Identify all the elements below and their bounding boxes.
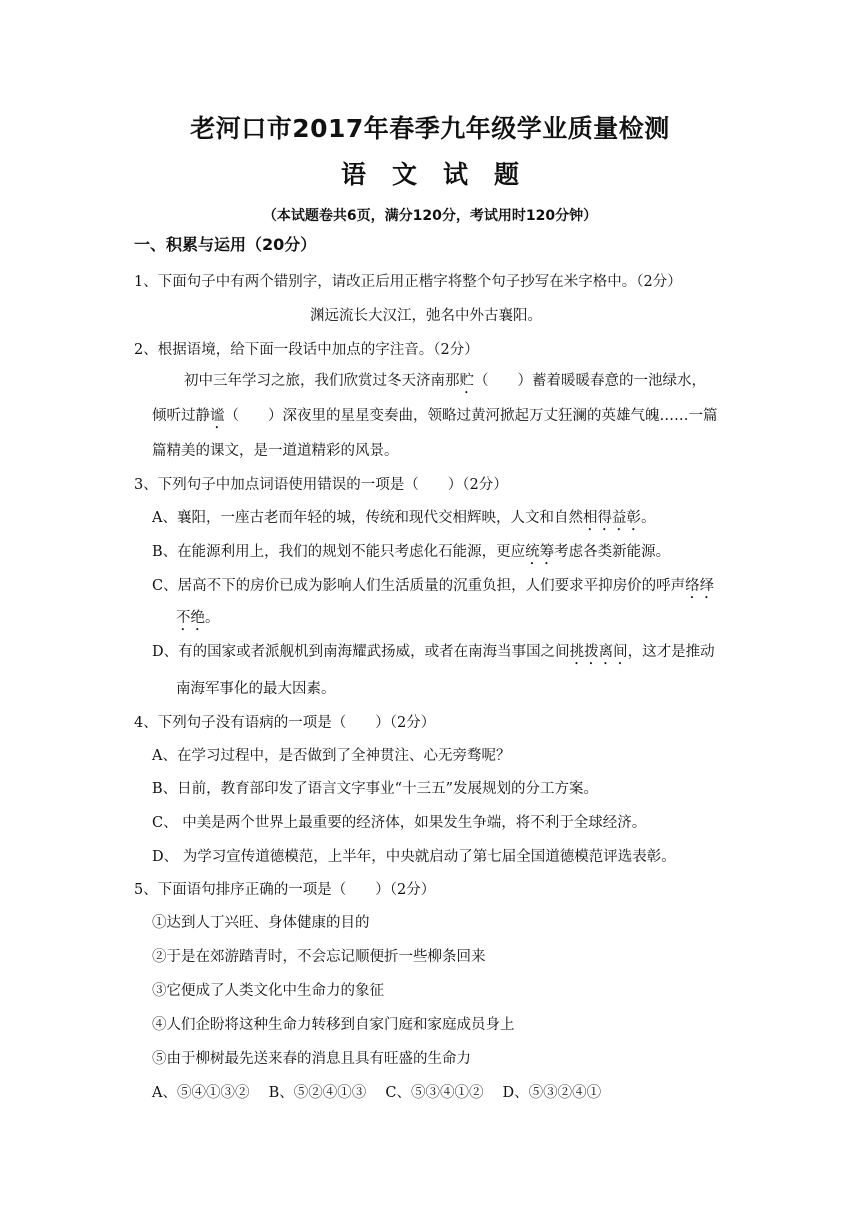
q2-paragraph-line-2 — [152, 404, 718, 432]
q3-text: C、居高不下的房价已成为影响人们生活质量的沉重负担，人们要求平抑房价的呼声 — [152, 578, 686, 594]
q5-sentence-1: ①达到人丁兴旺、身体健康的目的 — [152, 915, 370, 931]
q2-dotted-char-2: 谧 — [210, 408, 225, 424]
q2-text: 倾听过静 — [152, 408, 210, 424]
q2-text: 初中三年学习之旅，我们欣赏过冬天济南那 — [184, 373, 460, 389]
q1-stem: 1、下面句子中有两个错别字，请改正后用正楷字将整个句子抄写在米字格中。（2分） — [134, 274, 682, 290]
q3-text: 考虑各类新能源。 — [554, 544, 671, 560]
q3-text: A、襄阳，一座古老而年轻的城，传统和现代交相辉映，人文和自然 — [152, 510, 583, 526]
q3-stem: 3、下列句子中加点词语使用错误的一项是（ ）（2分） — [134, 477, 508, 493]
q5-sentence-4: ④人们企盼将这种生命力转移到自家门庭和家庭成员身上 — [152, 1017, 515, 1033]
q4-option-b: B、日前，教育部印发了语言文字事业“十三五”发展规划的分工方案。 — [152, 781, 598, 797]
q3-option-a — [152, 506, 655, 534]
q5-sentence-2: ②于是在郊游踏青时，不会忘记顺便折一些柳条回来 — [152, 949, 486, 965]
q3-dotted-word: 统筹 — [525, 544, 555, 560]
q2-text: （ ）深夜里的星星变奏曲，领略过黄河掀起万丈狂澜的英雄气魄……一篇 — [224, 408, 718, 424]
q2-text: （ ）蓄着暖暖春意的一池绿水， — [474, 373, 706, 389]
q1-sentence: 渊远流长大汉江，弛名中外古襄阳。 — [310, 308, 542, 324]
q4-option-a: A、在学习过程中，是否做到了全神贯注、心无旁骛呢？ — [152, 748, 511, 764]
section-heading: 一、积累与运用（20分） — [134, 235, 317, 254]
q3-option-d — [152, 640, 715, 668]
q3-dotted-word: 不绝 — [176, 610, 205, 626]
q4-option-c: C、 中美是两个世界上最重要的经济体，如果发生争端，将不利于全球经济。 — [152, 815, 647, 831]
q4-option-d: D、 为学习宣传道德模范，上半年，中央就启动了第七届全国道德模范评选表彰。 — [152, 849, 676, 865]
q3-option-b — [152, 540, 670, 568]
q3-text: B、在能源利用上，我们的规划不能只考虑化石能源，更应 — [152, 544, 526, 560]
q3-dotted-word: 相得益彰 — [582, 510, 641, 526]
exam-note: （本试题卷共6页，满分120分，考试用时120分钟） — [262, 208, 598, 224]
q3-dotted-word: 络绎 — [685, 578, 715, 594]
q3-option-d-continued: 南海军事化的最大因素。 — [176, 681, 336, 697]
q3-text: 。 — [205, 610, 220, 626]
q4-stem: 4、下列句子没有语病的一项是（ ）（2分） — [134, 715, 436, 731]
q3-option-c-continued — [176, 606, 220, 634]
q3-text: ，这才是推动 — [627, 644, 715, 660]
q5-sentence-3: ③它便成了人类文化中生命力的象征 — [152, 983, 384, 999]
page-title: 老河口市2017年春季九年级学业质量检测 — [190, 114, 670, 143]
q3-dotted-word: 挑拨离间 — [569, 644, 628, 660]
q5-stem: 5、下面语句排序正确的一项是（ ）（2分） — [134, 882, 436, 898]
q2-paragraph-line-3: 篇精美的课文，是一道道精彩的风景。 — [152, 443, 399, 459]
q2-stem: 2、根据语境，给下面一段话中加点的字注音。（2分） — [134, 342, 479, 358]
q3-option-c — [152, 574, 714, 602]
subject-title: 语文试题 — [340, 160, 545, 189]
q2-paragraph-line-1 — [184, 369, 706, 397]
q5-options: A、⑤④①③② B、⑤②④①③ C、⑤③④①② D、⑤③②④① — [152, 1085, 602, 1101]
q3-text: D、有的国家或者派舰机到南海耀武扬威，或者在南海当事国之间 — [152, 644, 570, 660]
q3-text: 。 — [640, 510, 656, 526]
q2-dotted-char-1: 贮 — [459, 373, 474, 389]
q5-sentence-5: ⑤由于柳树最先送来春的消息且具有旺盛的生命力 — [152, 1051, 471, 1067]
